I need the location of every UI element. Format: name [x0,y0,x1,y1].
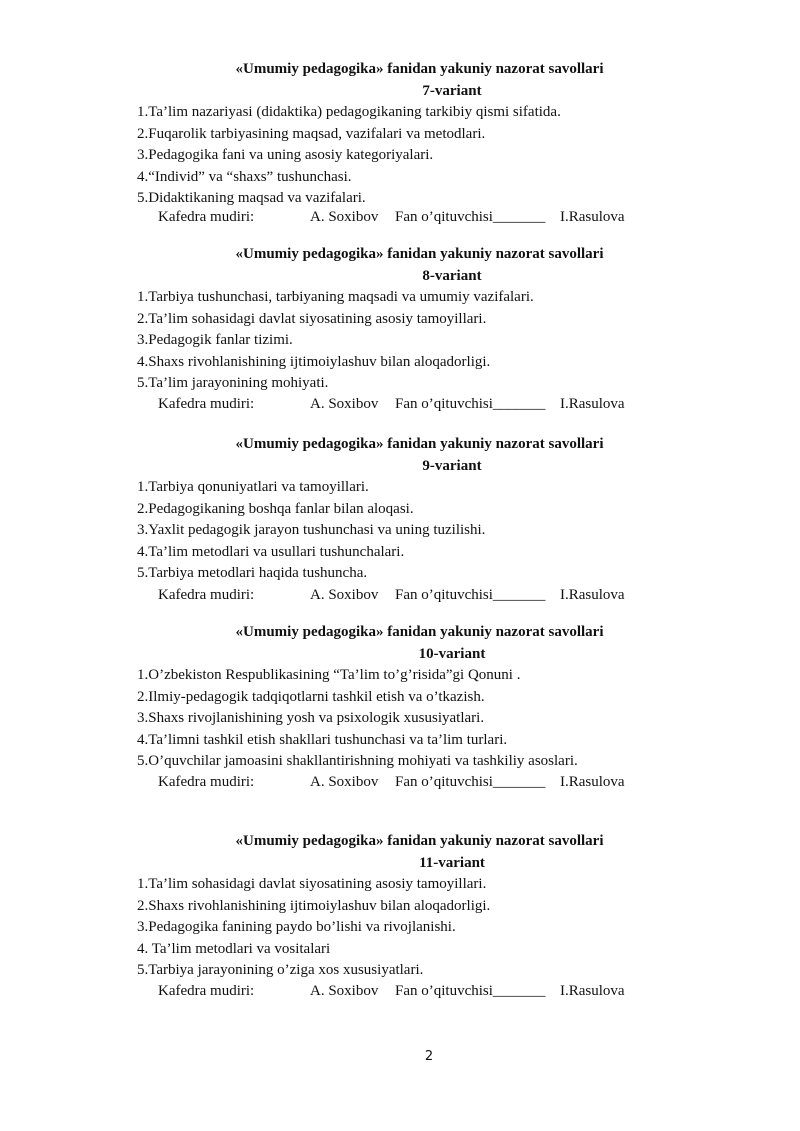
question-list [137,477,485,585]
variant-heading: 10-variant [418,646,486,662]
question-item: 3.Pedagogik fanlar tizimi. [137,332,293,348]
question-item: 5.Ta’lim jarayonining mohiyati. [137,375,329,391]
question-item: 5.Didaktikaning maqsad va vazifalari. [137,190,366,206]
teacher-label: Fan o’qituvchisi_______ [395,774,546,790]
teacher-name: I.Rasulova [560,774,625,790]
question-item: 3.Pedagogika fanining paydo bo’lishi va rivojlanishi. [137,919,456,935]
head-label: Kafedra mudiri: [158,396,255,412]
question-item: 3.Shaxs rivojlanishining yosh va psixologik xususiyatlari. [137,710,485,726]
head-name: A. Soxibov [310,587,379,603]
question-item: 4.Ta’lim metodlari va usullari tushunchalari. [137,543,405,560]
teacher-name: I.Rasulova [560,396,625,412]
head-name: A. Soxibov [310,774,379,790]
variant-block-8 [137,244,657,419]
question-item: 1.Ta’lim sohasidagi davlat siyosatining asosiy tamoyillari. [137,876,487,892]
question-item: 1.Tarbiya qonuniyatlari va tamoyillari. [137,479,369,495]
head-name: A. Soxibov [310,396,379,412]
variant-heading: 8-variant [422,268,482,284]
variant-heading: 11-variant [419,855,485,871]
block-title: «Umumiy pedagogika» fanidan yakuniy nazorat savollari [235,246,604,262]
question-list [137,102,561,210]
question-item: 2.Pedagogikaning boshqa fanlar bilan aloqasi. [137,500,414,517]
teacher-name: I.Rasulova [560,983,625,999]
question-list [137,287,534,395]
head-label: Kafedra mudiri: [158,983,255,999]
teacher-label: Fan o’qituvchisi_______ [395,209,546,225]
question-item: 1.Tarbiya tushunchasi, tarbiyaning maqsadi va umumiy vazifalari. [137,289,534,305]
question-item: 5.Tarbiya metodlari haqida tushuncha. [137,565,368,581]
teacher-name: I.Rasulova [560,209,625,225]
question-list [137,665,578,773]
variant-block-7 [137,59,657,234]
variant-block-11 [137,831,657,1006]
block-title: «Umumiy pedagogika» fanidan yakuniy nazorat savollari [235,436,604,452]
variant-heading: 7-variant [422,83,482,99]
teacher-label: Fan o’qituvchisi_______ [395,587,546,603]
variant-block-10 [137,622,657,797]
teacher-name: I.Rasulova [560,587,625,603]
block-title: «Umumiy pedagogika» fanidan yakuniy nazorat savollari [235,61,604,77]
question-item: 2.Ilmiy-pedagogik tadqiqotlarni tashkil etish va o’tkazish. [137,688,485,705]
head-name: A. Soxibov [310,983,379,999]
teacher-label: Fan o’qituvchisi_______ [395,396,546,412]
variant-block-9 [137,434,657,609]
head-label: Kafedra mudiri: [158,587,255,603]
question-item: 2.Ta’lim sohasidagi davlat siyosatining asosiy tamoyillari. [137,310,487,327]
block-title: «Umumiy pedagogika» fanidan yakuniy nazorat savollari [235,624,604,640]
head-label: Kafedra mudiri: [158,774,255,790]
question-item: 5.Tarbiya jarayonining o’ziga xos xususiyatlari. [137,962,424,978]
question-item: 4.Shaxs rivohlanishining ijtimoiylashuv bilan aloqadorligi. [137,353,491,370]
question-item: 2.Shaxs rivohlanishining ijtimoiylashuv bilan aloqadorligi. [137,897,491,914]
question-item: 3.Yaxlit pedagogik jarayon tushunchasi va uning tuzilishi. [137,522,486,538]
question-item: 1.O’zbekiston Respublikasining “Ta’lim to’g’risida”gi Qonuni . [137,667,521,683]
page-number: 2 [424,1049,434,1064]
block-title: «Umumiy pedagogika» fanidan yakuniy nazorat savollari [235,833,604,849]
question-list [137,874,490,982]
question-item: 2.Fuqarolik tarbiyasining maqsad, vazifalari va metodlari. [137,125,486,142]
question-item: 4.Ta’limni tashkil etish shakllari tushunchasi va ta’lim turlari. [137,731,508,748]
question-item: 3.Pedagogika fani va uning asosiy kategoriyalari. [137,147,434,163]
teacher-label: Fan o’qituvchisi_______ [395,983,546,999]
question-item: 4. Ta’lim metodlari va vositalari [137,940,331,957]
head-label: Kafedra mudiri: [158,209,255,225]
question-item: 5.O’quvchilar jamoasini shakllantirishning mohiyati va tashkiliy asoslari. [137,753,578,769]
question-item: 1.Ta’lim nazariyasi (didaktika) pedagogikaning tarkibiy qismi sifatida. [137,104,561,120]
question-item: 4.“Individ” va “shaxs” tushunchasi. [137,168,352,185]
head-name: A. Soxibov [310,209,379,225]
variant-heading: 9-variant [422,458,482,474]
